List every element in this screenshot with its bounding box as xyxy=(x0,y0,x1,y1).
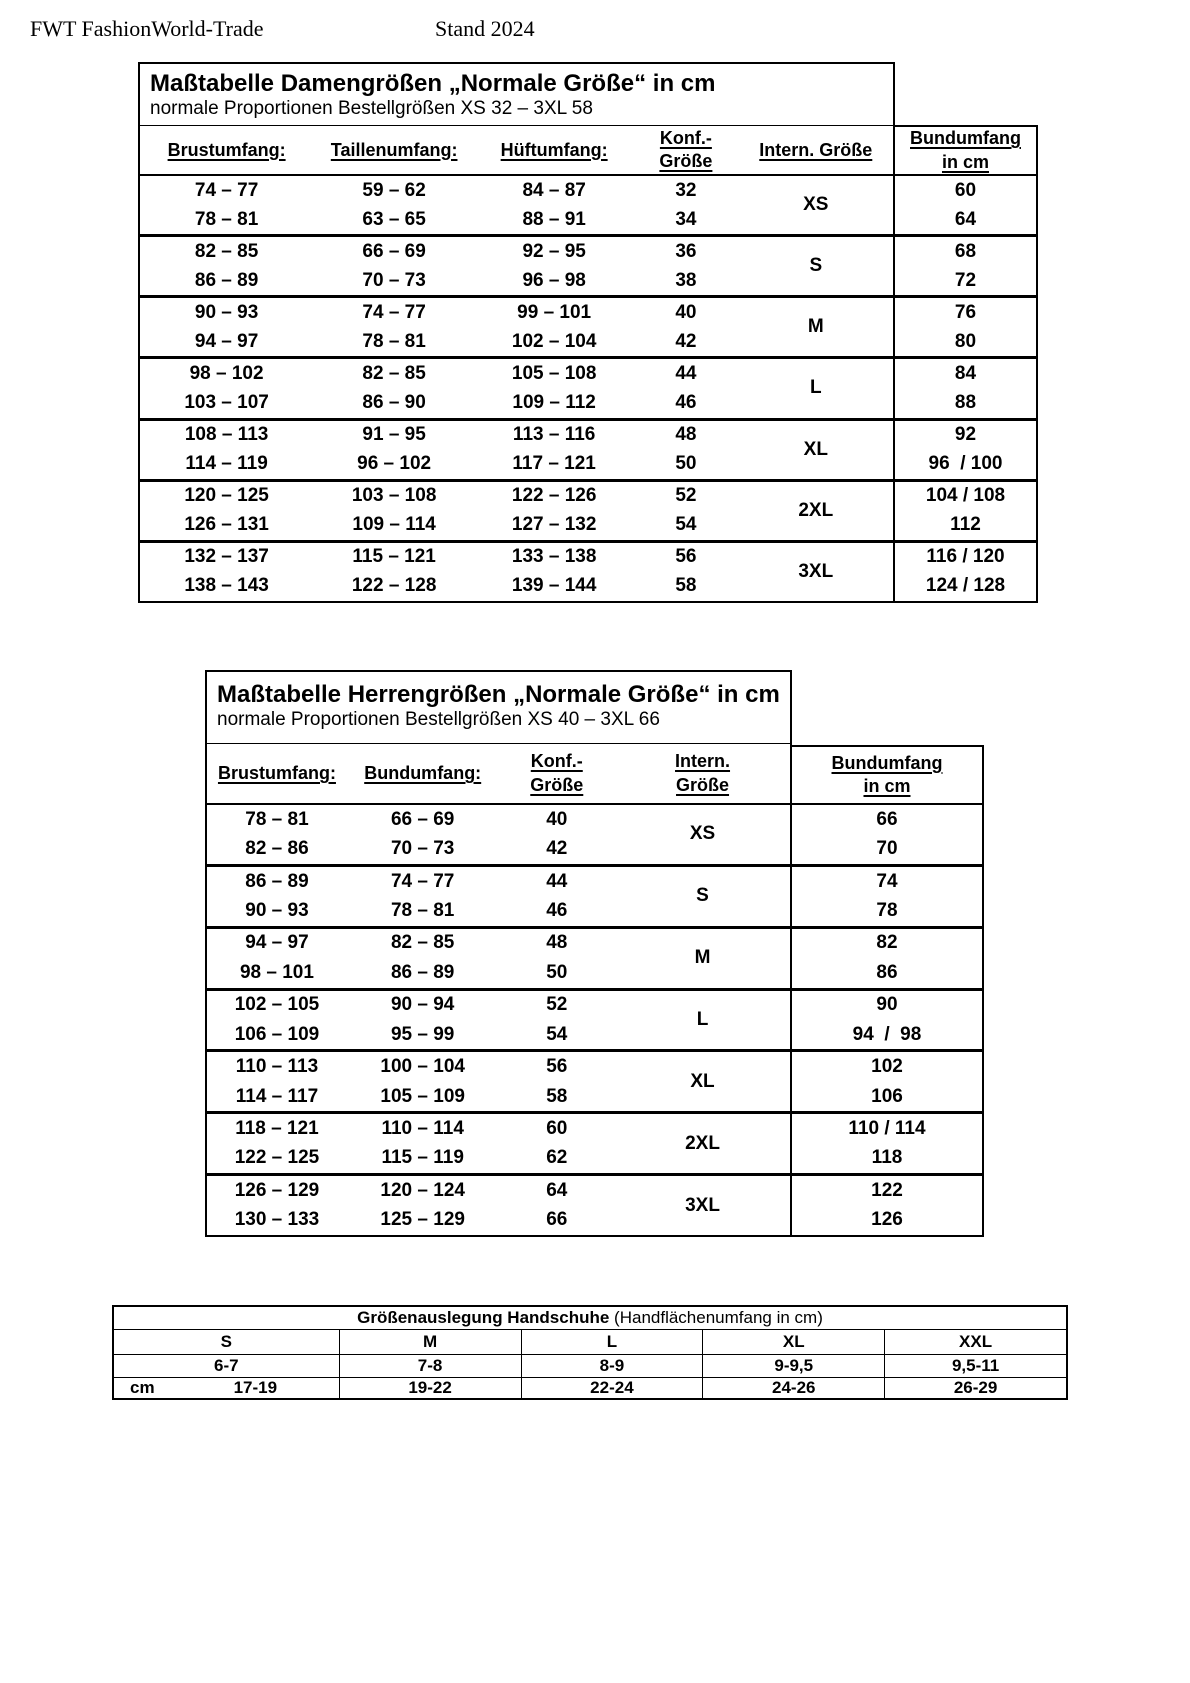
waist-values xyxy=(313,237,475,295)
women-waistband-body xyxy=(895,176,1036,601)
intern-size-label: XL xyxy=(803,438,828,460)
glove-size-value: 9,5-11 xyxy=(884,1355,1066,1377)
intern-size-label: XS xyxy=(803,194,829,216)
cell-value: 86 – 89 xyxy=(194,269,259,291)
cell-value: 70 xyxy=(876,838,898,860)
cm-range-value: 17-19 xyxy=(233,1378,278,1397)
cm-range-cell xyxy=(114,1378,339,1398)
cell-value: 58 xyxy=(675,575,697,597)
cell-value: 86 – 89 xyxy=(390,961,455,983)
glove-size-header-row xyxy=(114,1330,1066,1355)
intern-size-label: S xyxy=(696,885,709,907)
cell-value: 64 xyxy=(546,1179,568,1201)
konf-size-values xyxy=(498,867,615,926)
cell-value: 118 xyxy=(871,1147,903,1169)
bust-values xyxy=(207,991,347,1050)
size-group-row xyxy=(140,418,893,479)
waist-values xyxy=(313,176,475,234)
cell-value: 102 – 105 xyxy=(234,994,320,1016)
cell-value: 62 xyxy=(546,1147,568,1169)
intern-size-label: 3XL xyxy=(798,560,834,582)
size-group-row xyxy=(140,540,893,601)
cell-value: 122 – 126 xyxy=(511,485,597,507)
cell-value: 117 – 121 xyxy=(512,453,596,475)
glove-size-table xyxy=(112,1305,1068,1400)
bust-values xyxy=(140,176,313,234)
cell-value: 99 – 101 xyxy=(517,301,592,323)
waistband-group xyxy=(792,988,982,1050)
cell-value: 96 – 102 xyxy=(357,453,432,475)
cell-value: 70 – 73 xyxy=(390,838,455,860)
size-group-row xyxy=(207,1173,790,1235)
cm-range-value: 24-26 xyxy=(702,1378,884,1398)
waist-values xyxy=(313,421,475,479)
waist-values xyxy=(313,359,475,417)
size-group-row xyxy=(140,356,893,417)
women-table-subtitle: normale Proportionen Bestellgrößen XS 32 – 3XL 58 xyxy=(150,97,593,119)
konf-size-values xyxy=(633,421,738,479)
cell-value: 46 xyxy=(546,900,568,922)
cell-value: 58 xyxy=(546,1085,568,1107)
cell-value: 118 – 121 xyxy=(235,1118,319,1140)
cell-value: 78 – 81 xyxy=(362,330,426,352)
cell-value: 32 xyxy=(675,179,697,201)
bust-values xyxy=(207,805,347,864)
bust-values xyxy=(140,359,313,417)
intern-size-cell xyxy=(739,421,893,479)
men-table-subtitle: normale Proportionen Bestellgrößen XS 40 – 3XL 66 xyxy=(217,708,660,730)
konf-size-values xyxy=(633,359,738,417)
cell-value: 105 – 109 xyxy=(380,1085,465,1107)
cell-value: 70 – 73 xyxy=(362,269,426,291)
waistband-group xyxy=(792,1049,982,1111)
cm-range-value: 26-29 xyxy=(884,1378,1066,1398)
cell-value: 66 xyxy=(546,1209,568,1231)
intern-size-column-header: Intern. Größe xyxy=(759,139,873,160)
cell-value: 122 xyxy=(871,1179,903,1201)
size-group-row xyxy=(207,805,790,864)
cell-value: 90 – 93 xyxy=(245,900,309,922)
cell-value: 78 – 81 xyxy=(390,900,455,922)
cell-value: 122 – 125 xyxy=(234,1147,320,1169)
waist-values xyxy=(313,482,475,540)
intern-size-cell xyxy=(615,867,790,926)
glove-size-value: 6-7 xyxy=(214,1356,239,1375)
bust-values xyxy=(140,298,313,356)
intern-size-label: XS xyxy=(689,823,716,845)
konf-size-values xyxy=(633,543,738,601)
cell-value: 86 xyxy=(876,961,898,983)
cell-value: 105 – 108 xyxy=(511,362,597,384)
hip-values xyxy=(475,421,633,479)
cell-value: 110 – 113 xyxy=(235,1056,319,1078)
cell-value: 90 xyxy=(876,994,898,1016)
konf-size-values xyxy=(633,176,738,234)
cell-value: 124 / 128 xyxy=(925,575,1006,597)
cell-value: 92 xyxy=(954,424,977,446)
cell-value: 46 xyxy=(675,392,697,414)
cell-value: 102 – 104 xyxy=(511,330,597,352)
cell-value: 80 xyxy=(954,330,977,352)
cell-value: 133 – 138 xyxy=(511,546,597,568)
cell-value: 92 – 95 xyxy=(522,240,586,262)
cell-value: 44 xyxy=(675,362,697,384)
intern-size-label: M xyxy=(807,316,824,338)
cell-value: 50 xyxy=(546,961,568,983)
cell-value: 114 – 119 xyxy=(185,453,268,475)
cell-value: 108 – 113 xyxy=(184,424,269,446)
waist-column-header: Taillenumfang: xyxy=(330,139,458,160)
hip-values xyxy=(475,176,633,234)
size-group-row xyxy=(140,176,893,234)
cell-value: 110 / 114 xyxy=(848,1118,926,1140)
konf-size-values xyxy=(633,298,738,356)
cell-value: 74 – 77 xyxy=(390,870,455,892)
cell-value: 72 xyxy=(954,269,977,291)
cell-value: 94 – 97 xyxy=(245,932,309,954)
glove-size-value: 9-9,5 xyxy=(702,1355,884,1377)
waistband-measure-values xyxy=(347,1052,499,1111)
cell-value: 115 – 121 xyxy=(352,546,436,568)
cell-value: 84 – 87 xyxy=(522,179,586,201)
hip-values xyxy=(475,359,633,417)
cell-value: 86 – 89 xyxy=(245,870,309,892)
cell-value: 132 – 137 xyxy=(184,546,269,568)
men-table-header-row xyxy=(207,744,790,805)
cell-value: 38 xyxy=(675,269,697,291)
intern-size-label: M xyxy=(694,947,711,969)
cell-value: 60 xyxy=(954,179,977,201)
glove-size-header: XXL xyxy=(884,1330,1066,1354)
glove-size-header: M xyxy=(339,1330,521,1354)
intern-size-cell xyxy=(739,359,893,417)
cell-value: 64 xyxy=(954,208,977,230)
cell-value: 125 – 129 xyxy=(380,1209,465,1231)
cell-value: 48 xyxy=(675,424,697,446)
cell-value: 66 xyxy=(876,808,898,830)
men-size-table xyxy=(205,670,792,1237)
cell-value: 120 – 124 xyxy=(380,1179,465,1201)
cell-value: 44 xyxy=(546,870,568,892)
cm-range-value: 22-24 xyxy=(521,1378,703,1398)
size-group-row xyxy=(207,1049,790,1111)
bust-values xyxy=(140,237,313,295)
waistband-measure-values xyxy=(347,991,499,1050)
waistband-group xyxy=(895,356,1036,417)
bust-values xyxy=(207,1176,347,1235)
cell-value: 82 – 85 xyxy=(362,362,426,384)
cell-value: 122 – 128 xyxy=(351,575,437,597)
women-table-header-row xyxy=(140,126,893,176)
waistband-group xyxy=(895,295,1036,356)
intern-size-label: S xyxy=(809,255,823,277)
cell-value: 88 xyxy=(954,392,977,414)
women-table-title: Maßtabelle Damengrößen „Normale Größe“ in cm xyxy=(150,70,716,97)
intern-size-cell xyxy=(739,176,893,234)
cell-value: 54 xyxy=(546,1023,568,1045)
cell-value: 98 – 102 xyxy=(189,362,264,384)
waistband-group xyxy=(895,176,1036,234)
konf-size-column-header: Konf.- Größe xyxy=(530,751,584,795)
cell-value: 59 – 62 xyxy=(362,179,426,201)
cell-value: 40 xyxy=(546,808,568,830)
konf-size-values xyxy=(633,237,738,295)
konf-size-values xyxy=(498,1114,615,1173)
cell-value: 138 – 143 xyxy=(184,575,269,597)
intern-size-label: XL xyxy=(690,1070,715,1092)
glove-size-header: S xyxy=(220,1332,232,1351)
cell-value: 74 xyxy=(876,870,898,892)
intern-size-cell xyxy=(739,237,893,295)
cell-value: 82 – 85 xyxy=(390,932,455,954)
cell-value: 100 – 104 xyxy=(380,1056,465,1078)
cm-range-value: 19-22 xyxy=(339,1378,521,1398)
waistband-group xyxy=(792,805,982,864)
cell-value: 104 / 108 xyxy=(925,485,1006,507)
hip-column-header: Hüftumfang: xyxy=(500,139,608,160)
size-group-row xyxy=(207,864,790,926)
waistband-measure-values xyxy=(347,929,499,988)
brand-text: FWT FashionWorld-Trade xyxy=(30,16,264,41)
waistband-column-header: Bundumfang in cm xyxy=(895,127,1036,176)
bust-values xyxy=(207,1052,347,1111)
cell-value: 56 xyxy=(675,546,697,568)
size-group-row xyxy=(207,926,790,988)
cell-value: 84 xyxy=(954,362,977,384)
women-table-body xyxy=(140,176,893,601)
men-waistband-column xyxy=(790,745,984,1237)
cell-value: 78 xyxy=(876,900,898,922)
cell-value: 68 xyxy=(954,240,977,262)
men-table-title-area xyxy=(207,672,790,744)
konf-size-values xyxy=(498,929,615,988)
cell-value: 74 – 77 xyxy=(194,179,259,201)
cell-value: 109 – 114 xyxy=(352,514,436,536)
waistband-group xyxy=(895,540,1036,601)
konf-size-values xyxy=(498,1052,615,1111)
cell-value: 86 – 90 xyxy=(362,392,426,414)
cell-value: 109 – 112 xyxy=(512,392,596,414)
cell-value: 66 – 69 xyxy=(390,808,455,830)
cell-value: 42 xyxy=(546,838,568,860)
cell-value: 98 – 101 xyxy=(239,961,314,983)
cell-value: 63 – 65 xyxy=(362,208,426,230)
konf-size-values xyxy=(498,805,615,864)
waistband-column-header: Bundumfang in cm xyxy=(792,747,982,805)
cell-value: 115 – 119 xyxy=(381,1147,464,1169)
bust-values xyxy=(207,1114,347,1173)
waistband-measure-values xyxy=(347,805,499,864)
glove-title-bold: Größenauslegung Handschuhe xyxy=(357,1308,610,1327)
intern-size-cell xyxy=(739,482,893,540)
cell-value: 56 xyxy=(546,1056,568,1078)
konf-size-column-header: Konf.- Größe xyxy=(659,127,713,171)
bust-column-header: Brustumfang: xyxy=(167,139,286,160)
cell-value: 78 – 81 xyxy=(245,808,309,830)
cell-value: 74 – 77 xyxy=(362,301,426,323)
cell-value: 50 xyxy=(675,453,697,475)
konf-size-values xyxy=(498,991,615,1050)
cell-value: 91 – 95 xyxy=(362,424,426,446)
waistband-group xyxy=(792,1111,982,1173)
waistband-group xyxy=(895,234,1036,295)
bust-values xyxy=(140,543,313,601)
cell-value: 114 – 117 xyxy=(235,1085,319,1107)
waistband-measure-column-header: Bundumfang: xyxy=(364,763,482,783)
size-group-row xyxy=(140,295,893,356)
waist-values xyxy=(313,298,475,356)
cm-unit-label: cm xyxy=(130,1378,155,1397)
cell-value: 106 – 109 xyxy=(234,1023,320,1045)
intern-size-cell xyxy=(615,1176,790,1235)
intern-size-cell xyxy=(739,543,893,601)
cell-value: 103 – 107 xyxy=(184,392,269,414)
cell-value: 48 xyxy=(546,932,568,954)
cell-value: 90 – 94 xyxy=(390,994,455,1016)
cell-value: 82 xyxy=(876,932,898,954)
bust-values xyxy=(207,867,347,926)
hip-values xyxy=(475,482,633,540)
cell-value: 116 / 120 xyxy=(926,546,1005,568)
men-waistband-body xyxy=(792,805,982,1235)
hip-values xyxy=(475,298,633,356)
cell-value: 139 – 144 xyxy=(511,575,597,597)
cell-value: 106 xyxy=(871,1085,903,1107)
waistband-group xyxy=(895,418,1036,479)
cell-value: 130 – 133 xyxy=(234,1209,320,1231)
glove-table-title xyxy=(114,1307,1066,1330)
konf-size-values xyxy=(498,1176,615,1235)
cell-value: 103 – 108 xyxy=(351,485,437,507)
cell-value: 94 / 98 xyxy=(852,1023,922,1045)
glove-size-header: XL xyxy=(702,1330,884,1354)
intern-size-label: 2XL xyxy=(685,1132,720,1154)
waist-values xyxy=(313,543,475,601)
cell-value: 82 – 86 xyxy=(245,838,309,860)
cell-value: 78 – 81 xyxy=(194,208,259,230)
cell-value: 54 xyxy=(675,514,697,536)
cell-value: 34 xyxy=(675,208,697,230)
cell-value: 110 – 114 xyxy=(381,1118,464,1140)
konf-size-values xyxy=(633,482,738,540)
cell-value: 76 xyxy=(954,301,977,323)
cell-value: 52 xyxy=(546,994,568,1016)
size-group-row xyxy=(140,479,893,540)
intern-size-cell xyxy=(615,1114,790,1173)
glove-size-header: L xyxy=(521,1330,703,1354)
cell-value: 95 – 99 xyxy=(390,1023,455,1045)
glove-size-value: 7-8 xyxy=(339,1355,521,1377)
glove-size-value: 8-9 xyxy=(521,1355,703,1377)
cell-value: 82 – 85 xyxy=(194,240,259,262)
cell-value: 52 xyxy=(675,485,697,507)
intern-size-label: L xyxy=(696,1009,709,1030)
waistband-group xyxy=(792,864,982,926)
cell-value: 94 – 97 xyxy=(194,330,259,352)
women-waistband-column xyxy=(893,125,1038,603)
intern-size-label: 3XL xyxy=(685,1194,720,1216)
glove-title-note: (Handflächenumfang in cm) xyxy=(609,1308,823,1327)
cell-value: 96 / 100 xyxy=(928,453,1003,475)
hip-values xyxy=(475,543,633,601)
cell-value: 127 – 132 xyxy=(511,514,597,536)
bust-column-header: Brustumfang: xyxy=(217,763,336,783)
size-group-row xyxy=(207,988,790,1050)
bust-values xyxy=(207,929,347,988)
intern-size-label: 2XL xyxy=(798,499,834,521)
cell-value: 126 – 129 xyxy=(234,1179,320,1201)
cell-value: 120 – 125 xyxy=(184,485,269,507)
men-table-body xyxy=(207,805,790,1235)
cell-value: 66 – 69 xyxy=(362,240,426,262)
cell-value: 42 xyxy=(675,330,697,352)
cell-value: 102 xyxy=(871,1056,903,1078)
bust-values xyxy=(140,482,313,540)
waistband-group xyxy=(792,926,982,988)
cell-value: 60 xyxy=(546,1118,568,1140)
cell-value: 90 – 93 xyxy=(194,301,259,323)
women-table-title-area xyxy=(140,64,893,126)
glove-cm-row xyxy=(114,1378,1066,1398)
intern-size-label: L xyxy=(809,377,822,399)
intern-size-cell xyxy=(615,1052,790,1111)
intern-size-cell xyxy=(615,991,790,1050)
size-group-row xyxy=(207,1111,790,1173)
intern-size-cell xyxy=(615,805,790,864)
intern-size-column-header: Intern. Größe xyxy=(675,751,731,795)
cell-value: 113 – 116 xyxy=(512,424,596,446)
waistband-measure-values xyxy=(347,867,499,926)
hip-values xyxy=(475,237,633,295)
cell-value: 96 – 98 xyxy=(522,269,586,291)
cell-value: 126 xyxy=(871,1209,903,1231)
men-table-title: Maßtabelle Herrengrößen „Normale Größe“ in cm xyxy=(217,681,780,708)
cell-value: 88 – 91 xyxy=(522,208,586,230)
intern-size-cell xyxy=(739,298,893,356)
bust-values xyxy=(140,421,313,479)
waistband-group xyxy=(792,1173,982,1235)
document-date: Stand 2024 xyxy=(435,16,535,41)
size-group-row xyxy=(140,234,893,295)
waistband-measure-values xyxy=(347,1176,499,1235)
cell-value: 126 – 131 xyxy=(184,514,269,536)
women-size-table xyxy=(138,62,895,603)
glove-size-row xyxy=(114,1355,1066,1378)
waistband-group xyxy=(895,479,1036,540)
intern-size-cell xyxy=(615,929,790,988)
waistband-measure-values xyxy=(347,1114,499,1173)
cell-value: 112 xyxy=(950,514,981,536)
cell-value: 40 xyxy=(675,301,697,323)
cell-value: 36 xyxy=(675,240,697,262)
